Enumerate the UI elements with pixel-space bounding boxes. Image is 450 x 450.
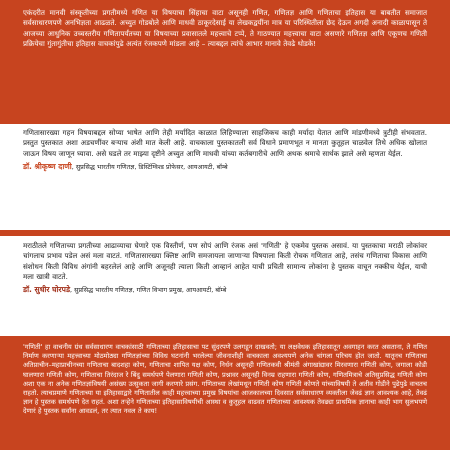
quote-2-author: डॉ. सुधीर घोरपडे [23,285,71,295]
quote-2-credentials: सुप्रसिद्ध भारतीय गणितज्ञ, गणित विभाग प्रमुख, आयआयटी, बॉम्बे [74,286,227,295]
quote-band-1 [0,124,450,230]
quote-2-signature: डॉ. सुधीर घोरपडे, सुप्रसिद्ध भारतीय गणितज्ञ, गणित विभाग प्रमुख, आयआयटी, बॉम्बे [23,285,227,295]
quote-band-2 [0,236,450,336]
closing-paragraph: 'गणिती' हा वाचनीय ग्रंथ सर्वसाधारण वाचकांसाठी गणिताच्या इतिहासाचा पट सुंदरपणे उलगडून दाखवतो; या लक्षवेधक इतिहासातून अवगाहन करत असताना, ते गणित निर्माण करणाऱ्या महत्त्वाच्या मोठमोठ्या गणितज्ञांच्या विविध घटनांनी भरलेल्या जीवनाशीही वाचकाला अवश्यपणे अनेक चांगला परिचय होत जातो. यातूनच गणिताचा अतिप्राचीन–महाप्राचीनच्या गणिताचा बादशहा कोण, गणिताचा शापित यक्ष कोण, निर्धन असूनही गणितकवी श्रीमंती अंगाखांद्यावर मिरवणारा गणिती कोण, जगाला कोडी घालणारा गणिती कोण, गणिताचा तिरंदाज रे बिंदु समर्थपणे पेलणारा गणिती कोण, प्रश्नावर असूनही विनम्र राहणारा गणिती कोण, गणितमित्राचे अतिसुप्रसिद्ध गणिती कोण अशा एक ना अनेक गणितज्ञांविषयी असंख्य उत्सुकता जागी करणारे प्रसंग. गणिताच्या लेखांमधून गणिती कोण गणिती कोणते यांच्याविषयी ते अतीव गोडीने पुढेपुढे वाचतच राहतो. त्याचप्रमाणे गणिताच्या या इतिहासाद्वारे गणितातील काही महत्त्वाच्या प्रमुख विषयांचा आजकालच्या दिवसात सर्वसाधारण व्यक्तीला जेवढं ज्ञान आवश्यक आहे, तेवढं ज्ञान हे पुस्तक समर्थपणे देत राहतं. अशा तऱ्हेने गणिताच्या इतिहासाविषयीची आस्था व कुतूहल वाढवत गणिताच्या आवश्यक तेवढ्या प्राथमिक ज्ञानाचा काही भाग सुलभपणे देणारं हे पुस्तक सर्वांना आवडलं, तर त्यात नवल ते काय! [23,343,427,416]
intro-section [0,8,450,49]
quote-1-text: गणितासारख्या गहन विषयाबद्दल सोप्या भाषेत आणि तेही मर्यादित काळात लिहिण्याला साहजिकच काही मर्यादा येतात आणि मांडणीमध्ये त्रुटीही संभवतात. प्रस्तुत पुस्तकात अशा अडचणींवर बऱ्याच अंशी मात केली आहे. वाचकाला पुस्तकातली सर्व विधाने प्रमाणभूत न मानता कुतूहल चाळवेल तिथे अधिक खोलात जाऊन विषय जाणून घ्यावा. असे घडले तर माझ्या दृष्टीने अच्युत आणि माधवी यांच्या कर्तबगारीचे आणि अथक श्रमाचे सार्थक झाले असे म्हणता येईल. [23,128,427,158]
quote-1-signature: डॉ. श्रीकृष्ण दाणी, सुप्रसिद्ध भारतीय गणितज्ञ, डिस्टिंग्विश्ड प्रोफेसर, आयआयटी, बॉम्बे [23,161,228,171]
intro-paragraph: एकंदरीत मानवी संस्कृतीच्या प्रगतीमध्ये गणित या विषयाचा सिंहाचा वाटा असूनही गणित, गणितज्ञ आणि गणिताचा इतिहास या बाबतीत समाजात सर्वसाधारणपणे अनभिज्ञता आढळते. अच्युत गोडबोले आणि माधवी ठाकूरदेसाई या लेखकद्वयींना मात्र या परिस्थितीला छेद देऊन अगदी अनादी काळापासून ते आजच्या आधुनिक उच्चस्तरीय गणितापर्यंतच्या या विषयाच्या प्रवासातले महत्त्वाचे टप्पे, ते गाठण्यात महत्त्वाचा वाटा असणारे गणितज्ञ आणि एकूणच गणिती प्रक्रियेचा गुंतागुंतीचा इतिहास वाचकांपुढे अत्यंत रंजकपणे मांडला आहे – त्याबद्दल त्यांचे आभार मानावे तेवढे थोडके! [23,8,427,48]
quote-2-text: मराठीतले गणिताच्या प्रगतीच्या आढाव्याचा घेणारे एक विस्तीर्ण, पण सोपं आणि रंजक असं 'गणिती' हे एकमेव पुस्तक असावं. या पुस्तकाचा मराठी लोकांवर चांगलाच प्रभाव पडेल असं मला वाटतं. गणितासारख्या क्लिष्ट आणि समजायला जाणाऱ्या विषयाला किती रोचक गणितात आहे, तसंच गणिताचा विकास आणि संशोधन किती विविध अंगांनी बहरलेलं आहे आणि अजूनही त्याला किती आव्हानं आहेत याची प्रचिती सामान्य लोकांना हे पुस्तक वाचून नक्कीच येईल, याची मला खात्री वाटते. [23,241,427,281]
quote-1-author: डॉ. श्रीकृष्ण दाणी [23,161,72,171]
quote-1-credentials: सुप्रसिद्ध भारतीय गणितज्ञ, डिस्टिंग्विश्ड प्रोफेसर, आयआयटी, बॉम्बे [75,162,228,171]
closing-section [0,343,450,417]
